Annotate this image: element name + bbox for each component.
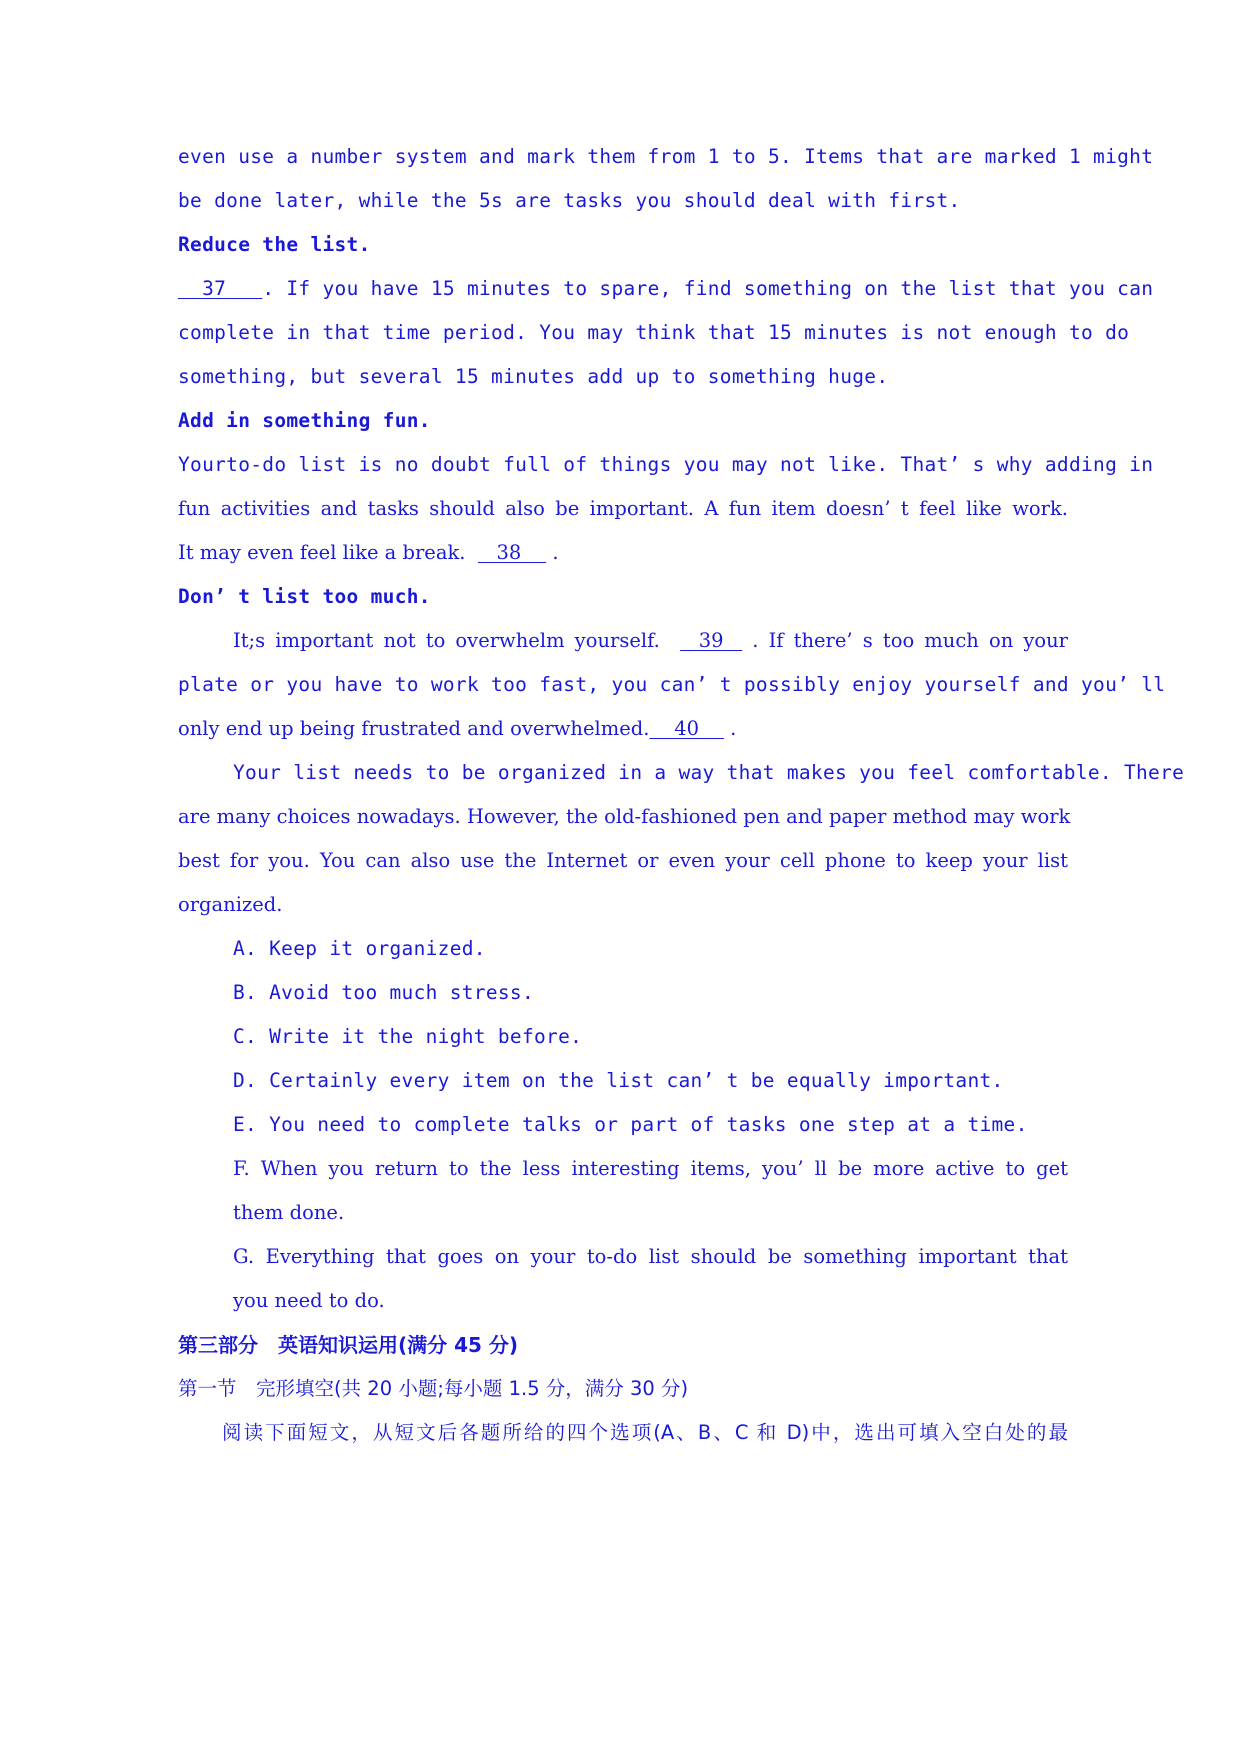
part-three-heading: 第三部分 英语知识运用(满分 45 分) — [178, 1333, 519, 1357]
section-one-heading: 第一节 完形填空(共 20 小题;每小题 1.5 分，满分 30 分) — [178, 1377, 689, 1400]
section-heading-much: Don’ t list too much. — [178, 585, 431, 608]
paragraph-line: even use a number system and mark them from 1 to 5. Items that are marked 1 might — [178, 145, 1154, 168]
paragraph-line: organized. — [178, 893, 283, 916]
option-a: A. Keep it organized. — [233, 937, 486, 960]
option-d: D. Certainly every item on the list can’ t be equally important. — [233, 1069, 1004, 1092]
option-g-continued: you need to do. — [233, 1289, 385, 1312]
paragraph-line: best for you. You can also use the Internet or even your cell phone to keep your list — [178, 849, 1068, 872]
option-f-continued: them done. — [233, 1201, 345, 1224]
paragraph-line: something, but several 15 minutes add up to something huge. — [178, 365, 889, 388]
paragraph-line: Yourto-do list is no doubt full of things you may not like. That’ s why adding in — [178, 453, 1154, 476]
option-g: G. Everything that goes on your to-do list should be something important that — [233, 1245, 1068, 1268]
blank-40: 40 — [674, 717, 700, 740]
paragraph-line: are many choices nowadays. However, the old-fashioned pen and paper method may work — [178, 805, 1071, 828]
paragraph-line-with-blank: It;s important not to overwhelm yourself. 39 . If there’ s too much on your — [233, 626, 1068, 656]
section-heading-fun: Add in something fun. — [178, 409, 431, 432]
blank-37: 37 — [202, 277, 227, 300]
option-c: C. Write it the night before. — [233, 1025, 583, 1048]
option-f: F. When you return to the less interesting items, you’ ll be more active to get — [233, 1157, 1068, 1180]
paragraph-line-with-blank: only end up being frustrated and overwhelmed. 40 . — [178, 714, 1068, 744]
paragraph-line-with-blank: 37 . If you have 15 minutes to spare, find something on the list that you can — [178, 274, 1068, 304]
paragraph-line: Your list needs to be organized in a way that makes you feel comfortable. There — [233, 761, 1185, 784]
paragraph-line: be done later, while the 5s are tasks you should deal with first. — [178, 189, 961, 212]
instructions: 阅读下面短文，从短文后各题所给的四个选项(A、B、C 和 D)中，选出可填入空白处的最 — [222, 1421, 1068, 1444]
section-heading-reduce: Reduce the list. — [178, 233, 371, 256]
paragraph-line: complete in that time period. You may think that 15 minutes is not enough to do — [178, 321, 1130, 344]
blank-38: 38 — [496, 541, 522, 564]
option-b: B. Avoid too much stress. — [233, 981, 534, 1004]
blank-39: 39 — [698, 629, 724, 652]
paragraph-line: fun activities and tasks should also be important. A fun item doesn’ t feel like work. — [178, 497, 1068, 520]
paragraph-line-with-blank: It may even feel like a break. 38 . — [178, 538, 1068, 568]
paragraph-line: plate or you have to work too fast, you can’ t possibly enjoy yourself and you’ ll — [178, 673, 1166, 696]
option-e: E. You need to complete talks or part of tasks one step at a time. — [233, 1113, 1028, 1136]
